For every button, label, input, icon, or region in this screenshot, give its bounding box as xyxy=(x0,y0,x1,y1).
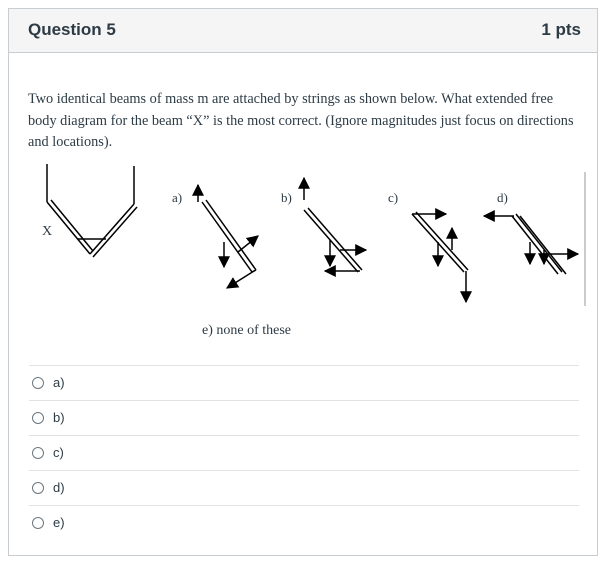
answer-label: a) xyxy=(53,375,65,390)
question-figure xyxy=(28,164,588,349)
radio-button-icon[interactable] xyxy=(32,482,44,494)
question-card xyxy=(8,8,598,556)
question-title: Question 5 xyxy=(28,20,116,39)
diagram-label-d: d) xyxy=(497,190,508,205)
question-header xyxy=(9,9,597,53)
answer-option-d[interactable] xyxy=(29,470,579,505)
radio-button-icon[interactable] xyxy=(32,447,44,459)
none-of-these-label: e) none of these xyxy=(202,323,292,338)
answer-label: e) xyxy=(53,515,65,530)
hanging-beams-diagram xyxy=(47,164,137,257)
beam-x-label: X xyxy=(42,224,53,239)
answer-list xyxy=(29,365,579,540)
diagram-a xyxy=(198,185,258,288)
question-points: 1 pts xyxy=(541,20,581,39)
free-body-diagram-figure xyxy=(28,164,588,314)
radio-button-icon[interactable] xyxy=(32,517,44,529)
diagram-c xyxy=(412,212,468,302)
diagram-d xyxy=(484,214,578,274)
question-text: Two identical beams of mass m are attached by strings as shown below. What extended free body diagram for the beam “X” is the most correct. (Ignore magnitudes just focus on directions and locations). xyxy=(28,91,574,150)
answer-label: b) xyxy=(53,410,65,425)
answer-option-e[interactable] xyxy=(29,505,579,540)
answer-option-b[interactable] xyxy=(29,400,579,435)
radio-button-icon[interactable] xyxy=(32,377,44,389)
diagram-label-a: a) xyxy=(172,190,183,205)
answer-label: d) xyxy=(53,480,65,495)
diagram-b xyxy=(304,178,366,272)
answer-option-a[interactable] xyxy=(29,365,579,400)
answer-option-c[interactable] xyxy=(29,435,579,470)
diagram-label-c: c) xyxy=(388,190,399,205)
radio-button-icon[interactable] xyxy=(32,412,44,424)
diagram-label-b: b) xyxy=(281,190,292,205)
answer-label: c) xyxy=(53,445,64,460)
